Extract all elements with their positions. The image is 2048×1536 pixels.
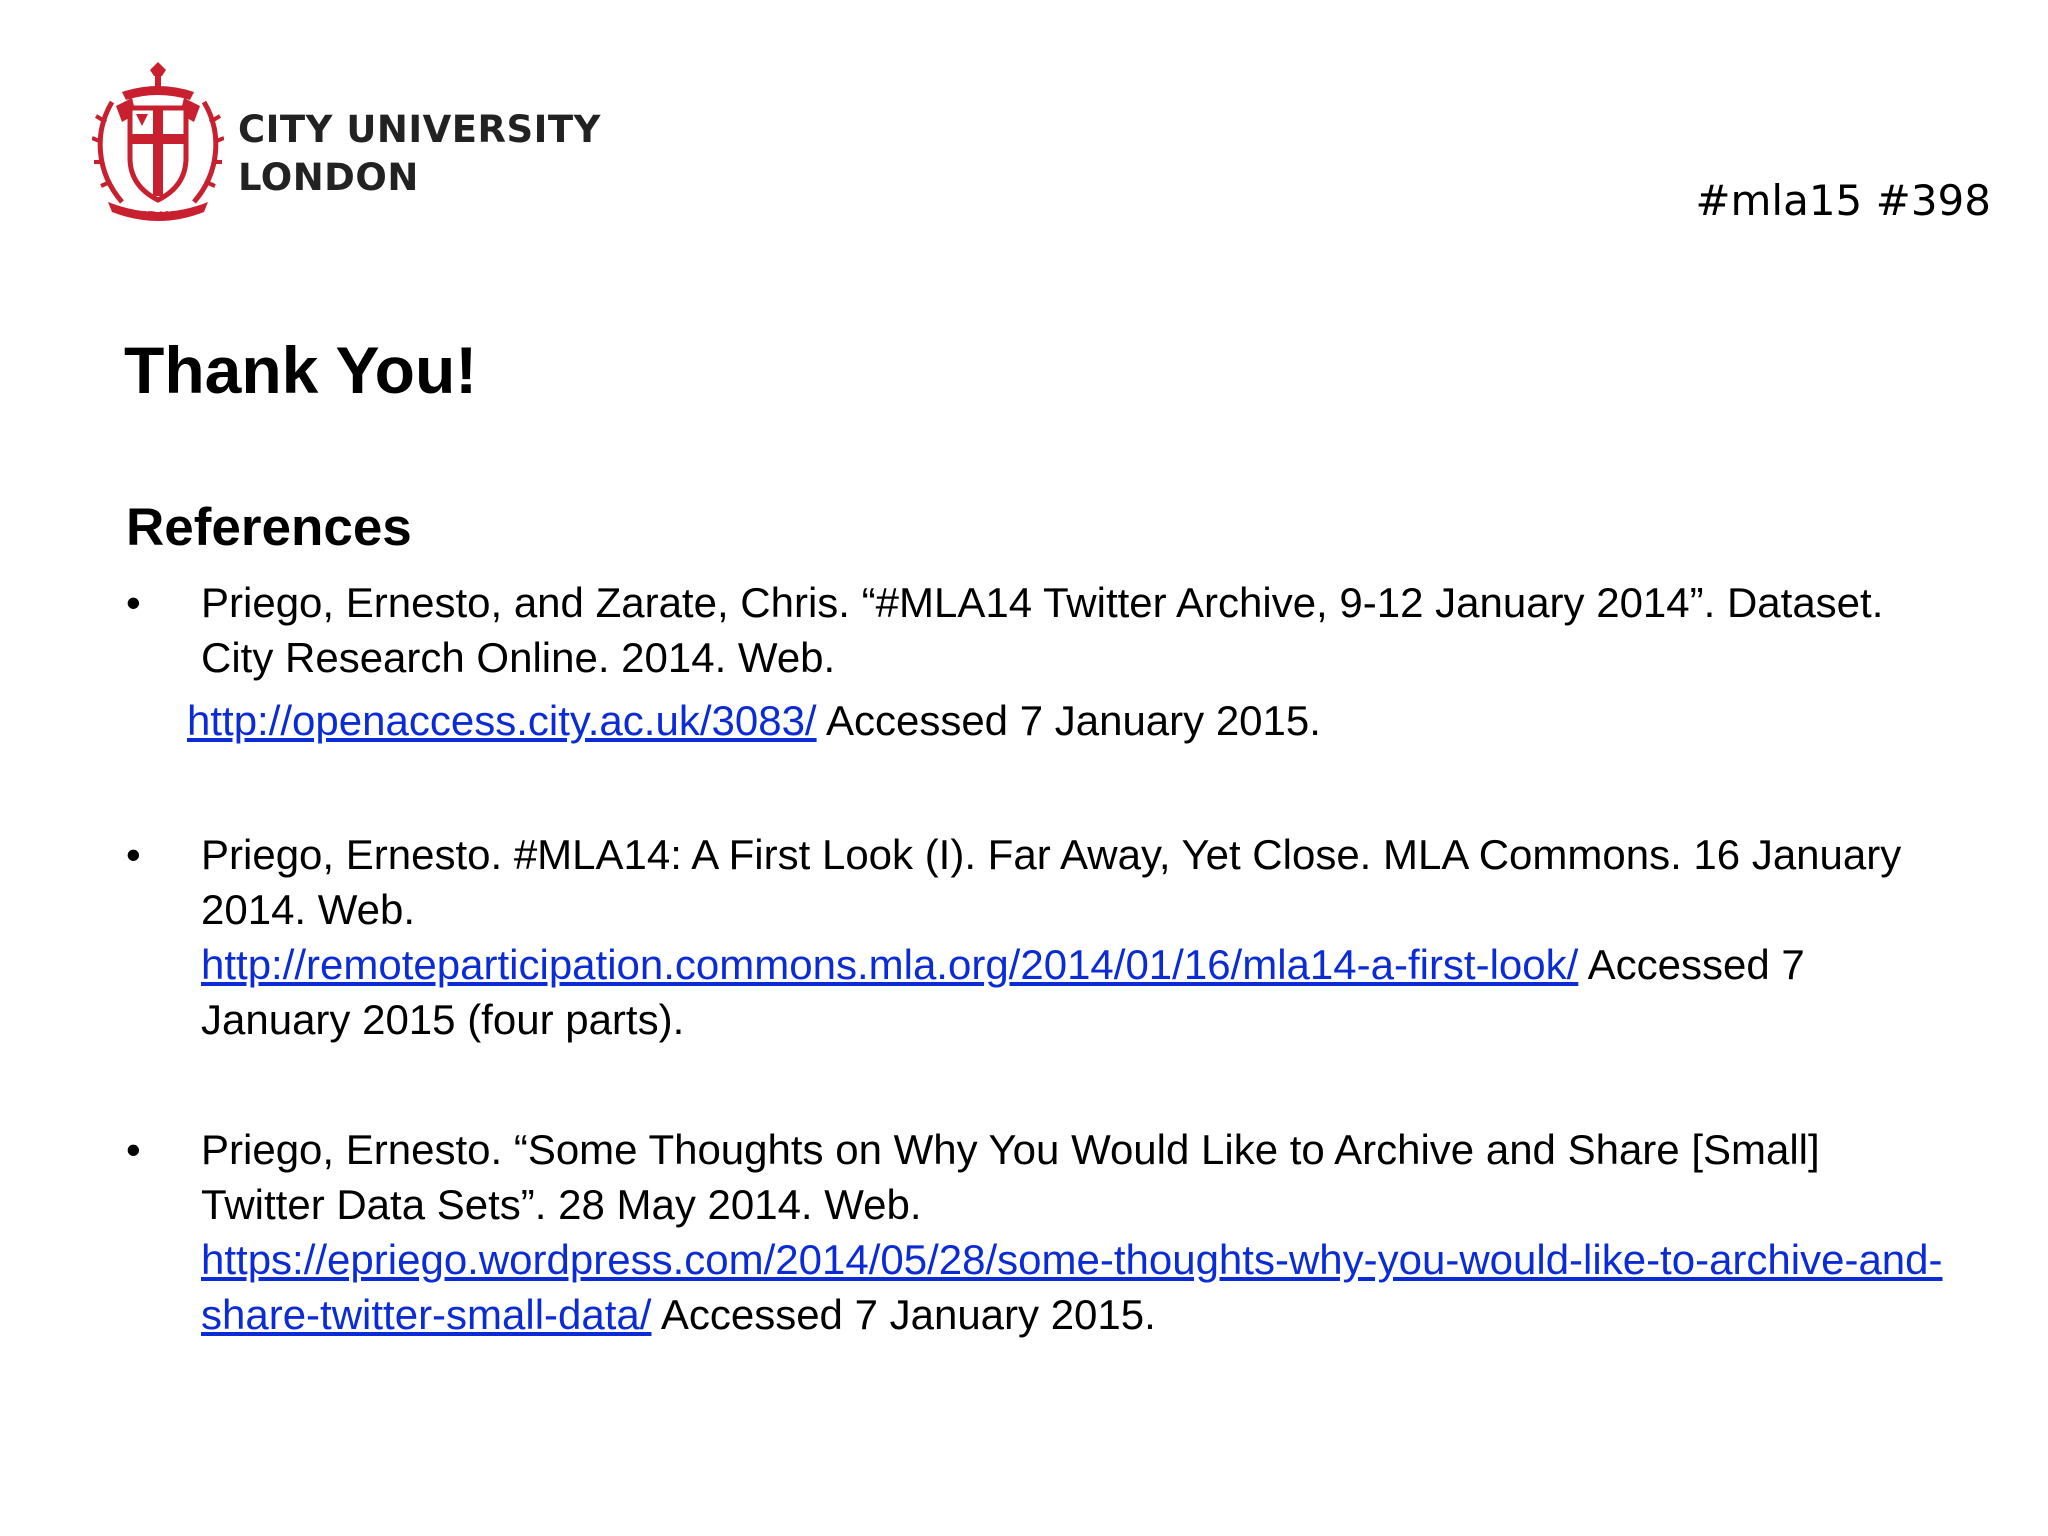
bullet: • [126, 579, 141, 626]
reference-accessed: Accessed 7 January 2015. [816, 697, 1321, 744]
wordmark-line-2: LONDON [238, 156, 419, 199]
page-title: Thank You! [124, 333, 478, 407]
reference-accessed: Accessed 7 January 2015. [651, 1291, 1156, 1338]
reference-text: Priego, Ernesto, and Zarate, Chris. “#MLA14 Twitter Archive, 9-12 January 2014”. Dataset. City Research Online. 2014. Web. [201, 579, 1884, 681]
reference-item-1 [126, 575, 1946, 685]
reference-body [201, 1122, 1946, 1342]
reference-link-2[interactable]: http://remoteparticipation.commons.mla.org/2014/01/16/mla14-a-first-look/ [201, 941, 1579, 988]
university-wordmark [238, 106, 601, 202]
reference-item-2 [126, 827, 1946, 1047]
wordmark-line-1: CITY UNIVERSITY [238, 108, 601, 151]
reference-url-line-1 [187, 693, 1321, 748]
established-label: EST 1894 [134, 209, 183, 221]
references-heading: References [126, 498, 412, 557]
reference-link-3[interactable]: https://epriego.wordpress.com/2014/05/28/some-thoughts-why-you-would-like-to-archive-and-share-twitter-small-data/ [201, 1236, 1943, 1338]
bullet: • [126, 831, 141, 878]
bullet: • [126, 1126, 141, 1173]
reference-item-3 [126, 1122, 1946, 1342]
reference-accessed: Accessed 7 January 2015 (four parts). [201, 941, 1805, 1043]
hashtags: #mla15 #398 [1695, 176, 1991, 225]
reference-text: Priego, Ernesto. “Some Thoughts on Why You Would Like to Archive and Share [Small] Twitter Data Sets”. 28 May 2014. Web. [201, 1126, 1820, 1228]
university-logo [92, 62, 612, 228]
reference-link-1[interactable]: http://openaccess.city.ac.uk/3083/ [187, 697, 817, 744]
reference-body [201, 827, 1946, 1047]
crest-icon [92, 62, 224, 228]
reference-text: Priego, Ernesto. #MLA14: A First Look (I). Far Away, Yet Close. MLA Commons. 16 January 2014. Web. [201, 831, 1902, 933]
